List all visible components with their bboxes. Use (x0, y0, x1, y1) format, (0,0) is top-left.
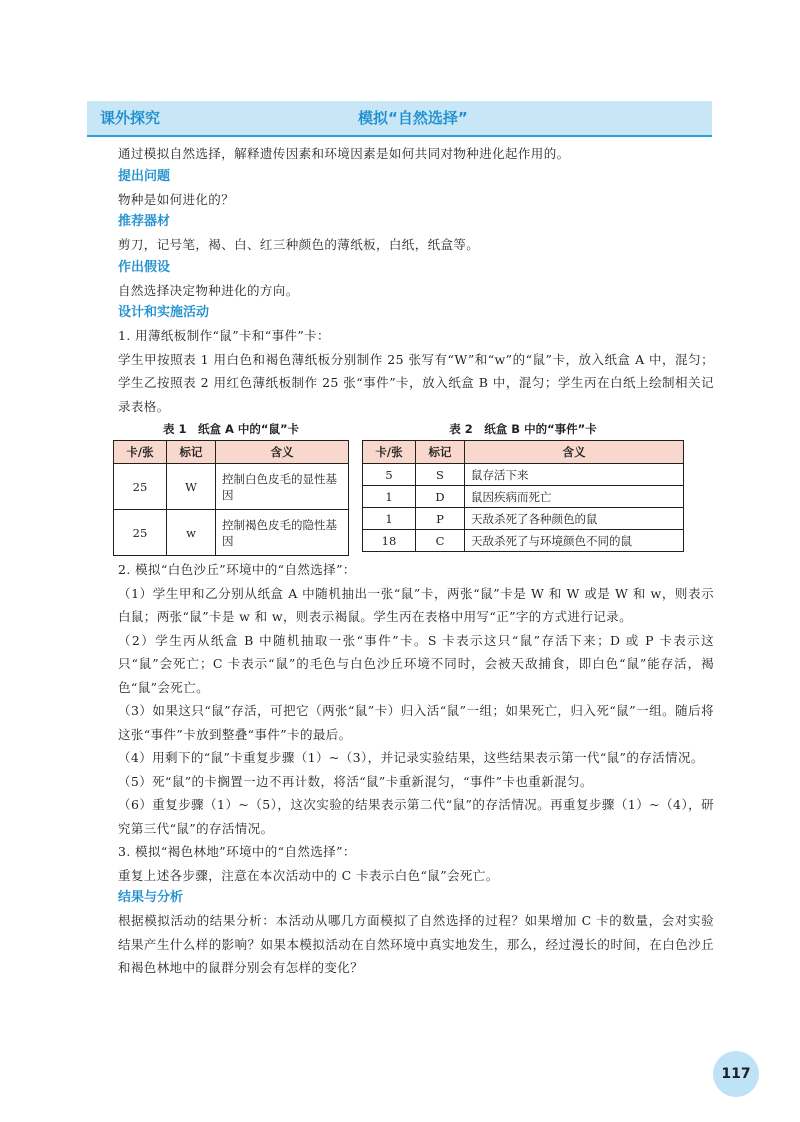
table1-header: 卡/张 (114, 441, 167, 464)
question-text: 物种是如何进化的？ (118, 191, 235, 207)
materials-text: 剪刀，记号笔，褐、白、红三种颜色的薄纸板，白纸，纸盒等。 (118, 237, 480, 252)
tables-area (113, 420, 714, 556)
step1-text: 学生甲按照表 1 用白色和褐色薄纸板分别制作 25 张写有“W”和“w”的“鼠”卡，放入纸盒 A 中，混匀；学生乙按照表 2 用红色薄纸板制作 25 张“事件”卡，放入纸盒 B 中，混匀；学生丙在白纸上绘制相关记录表格。 (118, 351, 714, 414)
analysis-text: 根据模拟活动的结果分析：本活动从哪几方面模拟了自然选择的过程？如果增加 C 卡的数量，会对实验结果产生什么样的影响？如果本模拟活动在自然环境中真实地发生，那么，经过漫长的时间，在白色沙丘和褐色林地中的鼠群分别会有怎样的变化？ (118, 913, 714, 975)
table-cell: 鼠存活下来 (465, 464, 684, 486)
table-row (363, 530, 684, 552)
hypothesis-text: 自然选择决定物种进化的方向。 (118, 282, 299, 298)
question-heading: 提出问题 (118, 168, 171, 184)
step2-item: （4）用剩下的“鼠”卡重复步骤（1）~（3），并记录实验结果，这些结果表示第一代“鼠”的存活情况。 (118, 750, 704, 765)
table1-wrap (113, 420, 349, 556)
table1-caption: 表 1 纸盒 A 中的“鼠”卡 (162, 422, 300, 436)
table2 (362, 440, 684, 552)
section-label: 课外探究 (100, 109, 161, 127)
table-cell: 25 (114, 510, 167, 556)
table2-header: 含义 (465, 441, 684, 464)
table1-header: 含义 (216, 441, 349, 464)
hypothesis-heading: 作出假设 (118, 259, 171, 275)
table-cell: C (416, 530, 465, 552)
table-cell: D (416, 486, 465, 508)
page-content (118, 142, 714, 980)
analysis-heading: 结果与分析 (118, 890, 184, 905)
table-cell: 18 (363, 530, 416, 552)
step3-text: 重复上述各步骤，注意在本次活动中的 C 卡表示白色“鼠”会死亡。 (118, 867, 499, 883)
page-number: 117 (713, 1051, 759, 1097)
table-row (114, 464, 349, 510)
step2-title: 2. 模拟“白色沙丘”环境中的“自然选择”： (118, 562, 356, 577)
table-cell: w (167, 510, 216, 556)
table-cell: 天敌杀死了与环境颜色不同的鼠 (465, 530, 684, 552)
table-cell: W (167, 464, 216, 510)
table-cell: 5 (363, 464, 416, 486)
table-row (363, 464, 684, 486)
table-cell: 1 (363, 486, 416, 508)
table2-header: 标记 (416, 441, 465, 464)
intro-text: 通过模拟自然选择，解释遗传因素和环境因素是如何共同对物种进化起作用的。 (118, 146, 570, 161)
table-cell: 25 (114, 464, 167, 510)
step2-item: （6）重复步骤（1）~（5），这次实验的结果表示第二代“鼠”的存活情况。再重复步骤（1）~（4），研究第三代“鼠”的存活情况。 (118, 797, 714, 836)
step2-item: （5）死“鼠”的卡搁置一边不再计数，将活“鼠”卡重新混匀，“事件”卡也重新混匀。 (118, 773, 593, 789)
table-row (363, 486, 684, 508)
table2-wrap (362, 420, 684, 552)
materials-heading: 推荐器材 (118, 214, 171, 229)
table-cell: 控制褐色皮毛的隐性基因 (216, 510, 349, 556)
step2-item: （3）如果这只“鼠”存活，可把它（两张“鼠”卡）归入活“鼠”一组；如果死亡，归入死“鼠”一组。随后将这张“事件”卡放到整叠“事件”卡的最后。 (118, 703, 714, 742)
table1-header: 标记 (167, 441, 216, 464)
table-cell: P (416, 508, 465, 530)
table2-header: 卡/张 (363, 441, 416, 464)
step2-item: （2）学生丙从纸盒 B 中随机抽取一张“事件”卡。S 卡表示这只“鼠”存活下来；D 或 P 卡表示这只“鼠”会死亡；C 卡表示“鼠”的毛色与白色沙丘环境不同时，会被天敌捕食，即白色“鼠”能存活，褐色“鼠”会死亡。 (118, 632, 714, 695)
step2-item: （1）学生甲和乙分别从纸盒 A 中随机抽出一张“鼠”卡，两张“鼠”卡是 W 和 W 或是 W 和 w，则表示白鼠；两张“鼠”卡是 w 和 w，则表示褐鼠。学生丙在表格中用写“正”字的方式进行记录。 (118, 585, 714, 624)
table-row (363, 508, 684, 530)
table-cell: 1 (363, 508, 416, 530)
step1-title: 1. 用薄纸板制作“鼠”卡和“事件”卡： (118, 328, 330, 343)
table-cell: S (416, 464, 465, 486)
table2-caption: 表 2 纸盒 B 中的“事件”卡 (449, 422, 597, 436)
table1 (113, 440, 349, 556)
page-title: 模拟“自然选择” (358, 109, 468, 127)
table-cell: 鼠因疾病而死亡 (465, 486, 684, 508)
table-cell: 控制白色皮毛的显性基因 (216, 464, 349, 510)
table-row (114, 510, 349, 556)
step3-title: 3. 模拟“褐色林地”环境中的“自然选择”： (118, 844, 356, 859)
table-cell: 天敌杀死了各种颜色的鼠 (465, 508, 684, 530)
design-heading: 设计和实施活动 (118, 305, 210, 320)
